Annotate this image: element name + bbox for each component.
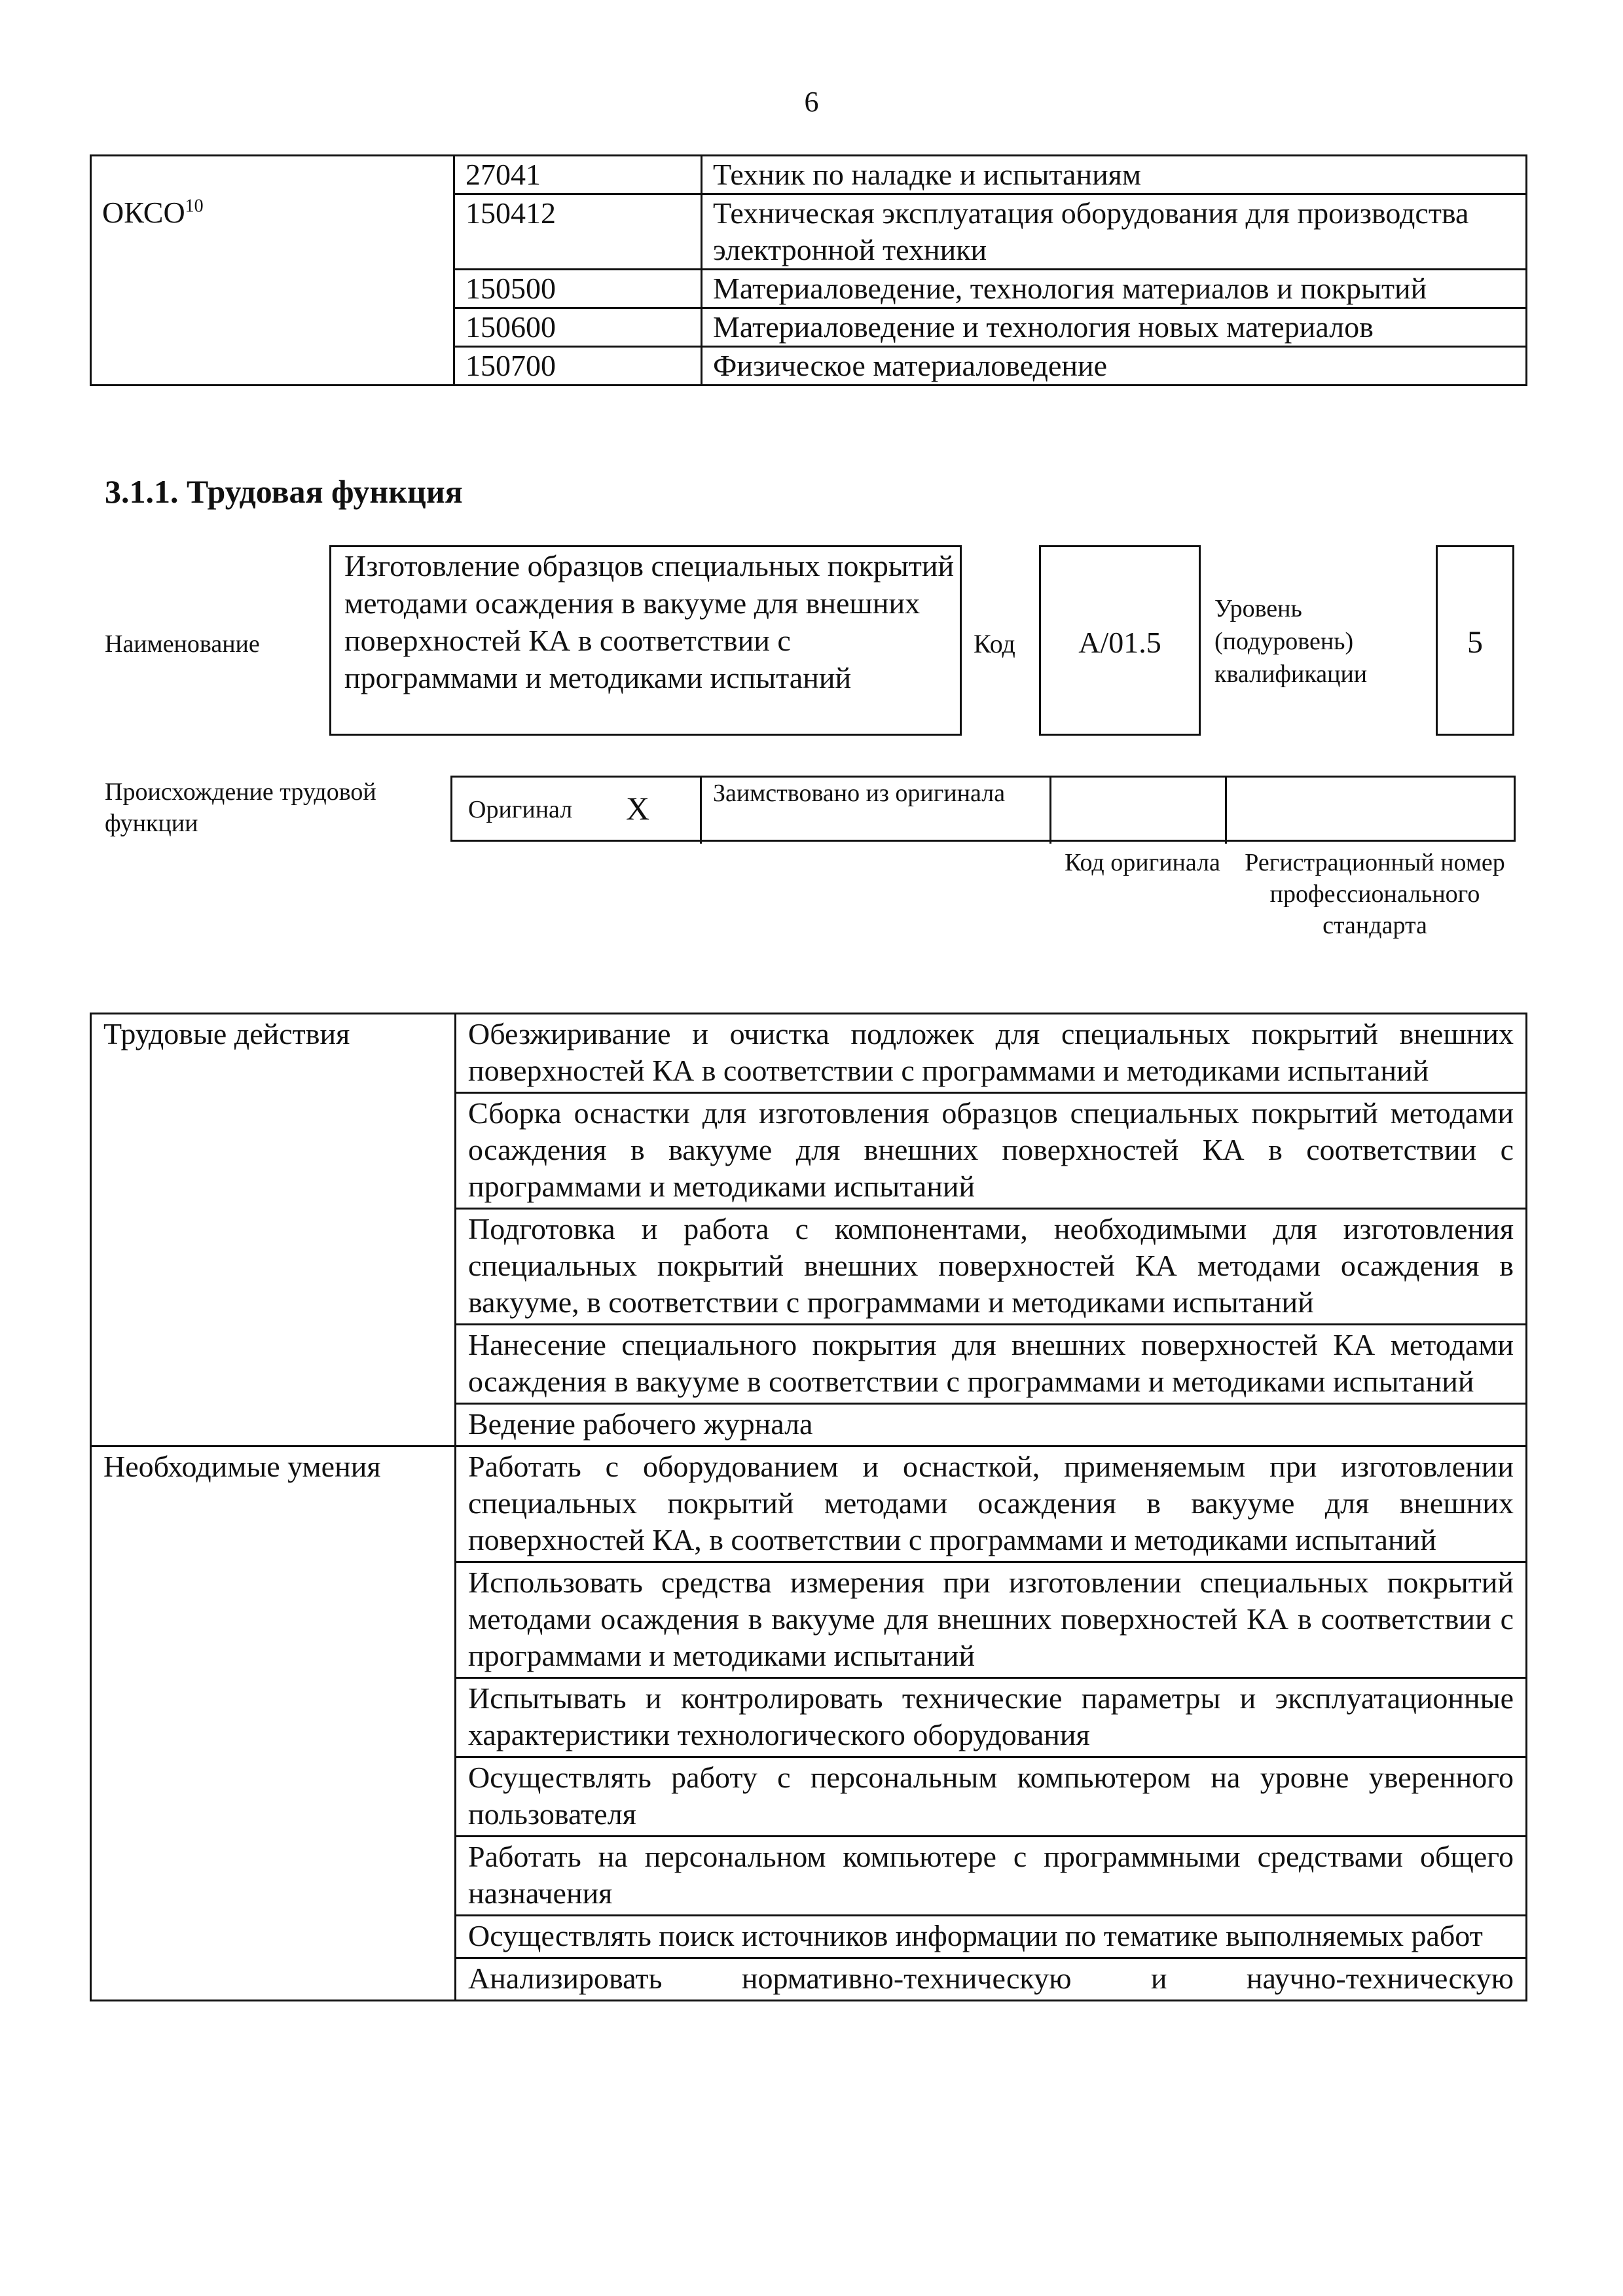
okso-name: Техническая эксплуатация оборудования для производства электронной техники: [702, 194, 1527, 270]
page-number: 6: [804, 86, 819, 118]
skill-item: Осуществлять работу с персональным компьютером на уровне уверенного пользователя: [456, 1757, 1527, 1837]
skill-item: Использовать средства измерения при изготовлении специальных покрытий методами осаждения в вакууме для внешних поверхностей КА в соответствии с программами и методиками испытаний: [456, 1562, 1527, 1678]
skill-item: Испытывать и контролировать технические параметры и эксплуатационные характеристики технологического оборудования: [456, 1678, 1527, 1757]
okso-footnote-ref: 10: [185, 196, 204, 217]
function-name-value: Изготовление образцов специальных покрытий методами осаждения в вакууме для внешних поверхностей КА в соответствии с программами и методиками испытаний: [344, 549, 955, 694]
skill-item: Работать на персональном компьютере с программными средствами общего назначения: [456, 1837, 1527, 1916]
work-actions-label: Трудовые действия: [91, 1014, 456, 1446]
okso-code: 150600: [454, 308, 702, 347]
table-row: [91, 194, 1527, 270]
name-label: Наименование: [105, 630, 260, 658]
origin-row: [450, 776, 1516, 842]
divider: [1225, 778, 1227, 844]
okso-code: 150700: [454, 347, 702, 386]
okso-group-cell: [91, 156, 454, 194]
original-label: Оригинал: [468, 796, 573, 823]
section-title: 3.1.1. Трудовая функция: [105, 473, 463, 510]
level-box: [1436, 545, 1514, 736]
reg-caption: Регистрационный номер профессионального стандарта: [1245, 849, 1505, 939]
original-mark: X: [626, 790, 650, 827]
level-value: 5: [1467, 625, 1483, 660]
okso-group-text: ОКСО: [102, 195, 185, 229]
okso-name: Материаловедение, технология материалов и покрытий: [702, 270, 1527, 308]
okso-table: [90, 154, 1527, 386]
skill-item: Работать с оборудованием и оснасткой, применяемым при изготовлении специальных покрытий методами осаждения в вакууме для внешних поверхностей КА, в соответствии с программами и методиками испытаний: [456, 1446, 1527, 1562]
function-code-value: A/01.5: [1078, 626, 1161, 659]
okso-name: Физическое материаловедение: [702, 347, 1527, 386]
okso-name: Техник по наладке и испытаниям: [702, 156, 1527, 194]
work-action-item: Сборка оснастки для изготовления образцов специальных покрытий методами осаждения в вакууме для внешних поверхностей КА в соответствии с программами и методиками испытаний: [456, 1093, 1527, 1209]
skill-item: Осуществлять поиск источников информации по тематике выполняемых работ: [456, 1916, 1527, 1958]
code-box: [1039, 545, 1201, 736]
table-row: [91, 1014, 1527, 1093]
okso-code: 27041: [454, 156, 702, 194]
okso-group-label: [91, 194, 454, 386]
okso-code: 150412: [454, 194, 702, 270]
work-action-item: Нанесение специального покрытия для внешних поверхностей КА методами осаждения в вакууме в соответствии с программами и методиками испытаний: [456, 1325, 1527, 1404]
okso-name: Материаловедение и технология новых материалов: [702, 308, 1527, 347]
level-label: Уровень (подуровень) квалификации: [1214, 595, 1368, 688]
actions-table: [90, 1013, 1527, 2001]
table-row: [91, 1446, 1527, 1562]
divider: [1049, 778, 1051, 844]
work-action-item: Обезжиривание и очистка подложек для специальных покрытий внешних поверхностей КА в соответствии с программами и методиками испытаний: [456, 1014, 1527, 1093]
work-action-item: Подготовка и работа с компонентами, необходимыми для изготовления специальных покрытий внешних поверхностей КА методами осаждения в вакууме, в соответствии с программами и методиками испытаний: [456, 1209, 1527, 1325]
skill-item: Анализировать нормативно-техническую и научно-техническую: [456, 1958, 1527, 2001]
required-skills-label: Необходимые умения: [91, 1446, 456, 2001]
borrowed-label: Заимствовано из оригинала: [713, 780, 1006, 807]
code-caption: Код оригинала: [1065, 849, 1220, 876]
code-label: Код: [974, 629, 1015, 658]
function-name-box: [329, 545, 962, 736]
table-row: [91, 156, 1527, 194]
okso-code: 150500: [454, 270, 702, 308]
divider: [700, 778, 702, 844]
work-action-item: Ведение рабочего журнала: [456, 1404, 1527, 1446]
origin-label: Происхождение трудовой функции: [105, 778, 376, 837]
